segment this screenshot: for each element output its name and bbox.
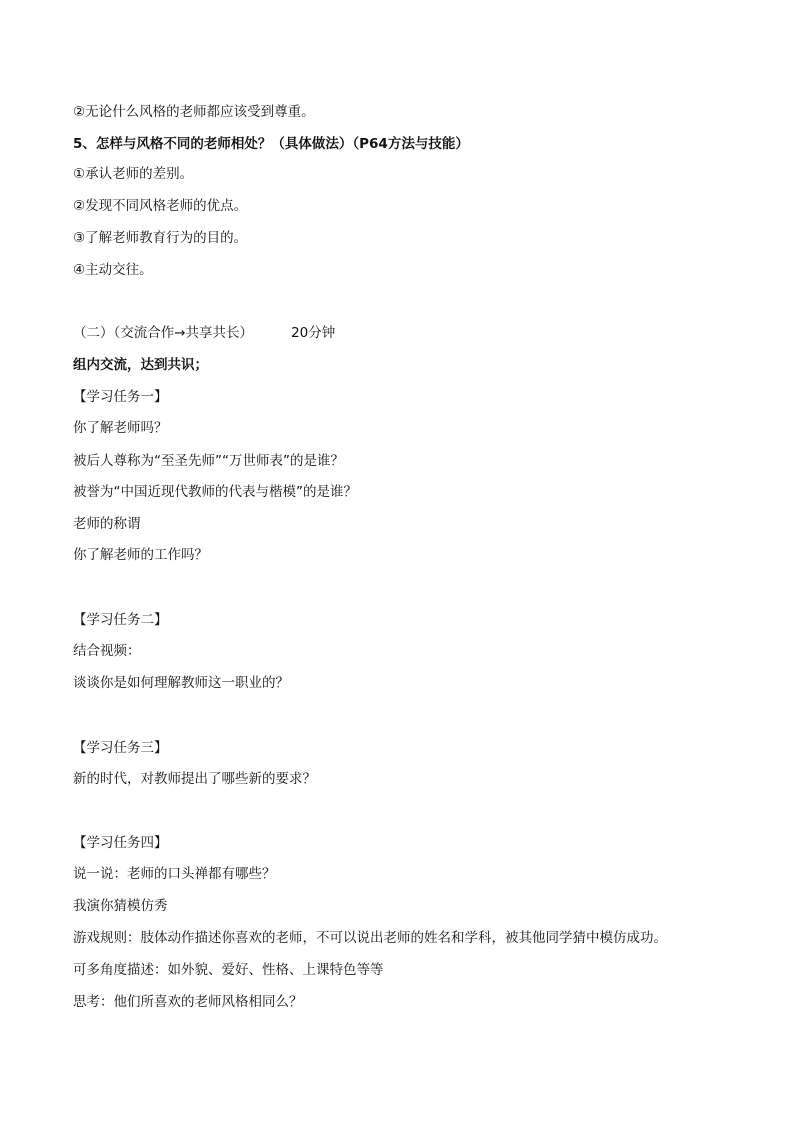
task4-title: 【学习任务四】: [73, 835, 168, 851]
method1-text: ①承认老师的差别。: [73, 166, 194, 182]
method2-text: ②发现不同风格老师的优点。: [73, 198, 248, 214]
section2-time: 20分钟: [291, 325, 336, 341]
task1-question-5: 你了解老师的工作吗？: [73, 547, 208, 563]
task4-think-question: 思考：他们所喜欢的老师风格相同么？: [73, 994, 303, 1010]
task1-title: 【学习任务一】: [73, 389, 168, 405]
task3-title: 【学习任务三】: [73, 740, 168, 756]
task3-question-1: 新的时代，对教师提出了哪些新的要求？: [73, 771, 316, 787]
respect-all-teachers-text: ②无论什么风格的老师都应该受到尊重。: [73, 104, 315, 120]
method3-text: ③了解老师教育行为的目的。: [73, 230, 248, 246]
task1-question-3: 被誉为“中国近现代教师的代表与楷模”的是谁？: [73, 484, 357, 500]
section2-heading: （二）（交流合作→共享共长）: [73, 325, 254, 341]
task1-question-1: 你了解老师吗？: [73, 420, 168, 436]
task2-question-1: 结合视频：: [73, 643, 141, 659]
task4-question-1: 说一说：老师的口头禅都有哪些？: [73, 866, 276, 882]
task2-question-2: 谈谈你是如何理解教师这一职业的？: [73, 675, 289, 691]
group-exchange-heading: 组内交流，达到共识；: [73, 357, 208, 373]
task4-game-rules: 游戏规则：肢体动作描述你喜欢的老师，不可以说出老师的姓名和学科，被其他同学猜中模仿成功。: [73, 930, 667, 946]
task4-description-angles: 可多角度描述：如外貌、爱好、性格、上课特色等等: [73, 962, 384, 978]
task2-title: 【学习任务二】: [73, 612, 168, 628]
question5-heading: 5、怎样与风格不同的老师相处？（具体做法）（P64方法与技能）: [73, 136, 469, 152]
task4-game-title: 我演你猜模仿秀: [73, 898, 168, 914]
section2-heading-line: [73, 324, 335, 342]
task1-question-2: 被后人尊称为“至圣先师”“万世师表”的是谁？: [73, 453, 344, 469]
method4-text: ④主动交往。: [73, 262, 153, 278]
task1-question-4: 老师的称谓: [73, 516, 141, 532]
